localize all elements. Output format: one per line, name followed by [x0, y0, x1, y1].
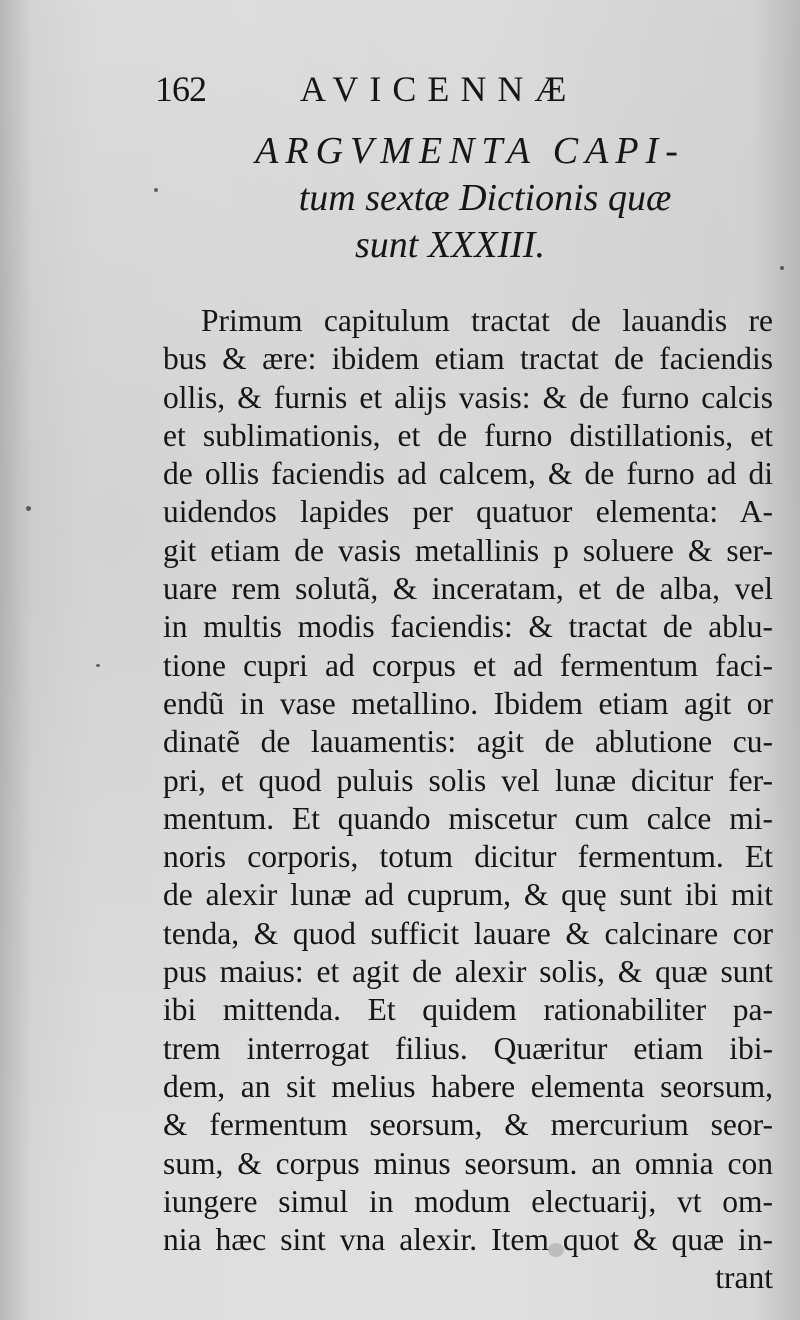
text-line: de ollis faciendis ad calcem, & de furno ad di: [163, 456, 773, 492]
text-line: ollis, & furnis et alijs vasis: & de furno calcis: [163, 379, 773, 415]
text-line: endũ in vase metallino. Ibidem etiam agit or: [163, 685, 773, 721]
chapter-heading: [160, 128, 780, 269]
text-line: et sublimationis, et de furno distillationis, et: [163, 417, 773, 453]
running-head: AVICENNÆ: [300, 69, 578, 109]
text-line: bus & ære: ibidem etiam tractat de faciendis: [163, 341, 773, 377]
body-text: [163, 302, 773, 1298]
ink-speck: [96, 664, 100, 667]
ink-speck: [780, 266, 784, 270]
heading-line: ARGVMENTA CAPI-: [255, 130, 685, 172]
text-line: ibi mittenda. Et quidem rationabiliter pa-: [163, 992, 773, 1028]
text-line: nia hæc sint vna alexir. Item quot & quæ in-: [163, 1222, 773, 1258]
text-line: pus maius: et agit de alexir solis, & quæ sunt: [163, 954, 773, 990]
text-line: pri, et quod puluis solis vel lunæ dicitur fer-: [163, 762, 773, 798]
text-line: de alexir lunæ ad cuprum, & quę sunt ibi mit: [163, 877, 773, 913]
text-line: iungere simul in modum electuarij, vt om-: [163, 1183, 773, 1219]
text-line: trem interrogat filius. Quæritur etiam ibi-: [163, 1030, 773, 1066]
text-line: & fermentum seorsum, & mercurium seor-: [163, 1107, 773, 1143]
ink-speck: [26, 506, 31, 511]
catchword: trant: [715, 1260, 773, 1296]
text-line: mentum. Et quando miscetur cum calce mi-: [163, 800, 773, 836]
text-line: in multis modis faciendis: & tractat de ablu-: [163, 609, 773, 645]
ink-speck: [154, 188, 158, 192]
text-line: dem, an sit melius habere elementa seorsum,: [163, 1068, 773, 1104]
text-line: tione cupri ad corpus et ad fermentum faci-: [163, 647, 773, 683]
ink-speck: [548, 1243, 564, 1257]
page-header: [0, 66, 800, 112]
text-line: uidendos lapides per quatuor elementa: A-: [163, 494, 773, 530]
page-number: 162: [155, 69, 206, 109]
text-line: sum, & corpus minus seorsum. an omnia con: [163, 1145, 773, 1181]
text-line: tenda, & quod sufficit lauare & calcinare cor: [163, 915, 773, 951]
heading-line: sunt XXXIII.: [355, 224, 545, 266]
heading-line: tum sextæ Dictionis quæ: [298, 177, 672, 219]
text-line: uare rem solutã, & inceratam, et de alba, vel: [163, 571, 773, 607]
text-line: dinatẽ de lauamentis: agit de ablutione cu-: [163, 724, 773, 760]
text-line: Primum capitulum tractat de lauandis re: [201, 303, 773, 338]
text-line: noris corporis, totum dicitur fermentum. Et: [163, 839, 773, 875]
text-line: git etiam de vasis metallinis p soluere & ser-: [163, 532, 773, 568]
